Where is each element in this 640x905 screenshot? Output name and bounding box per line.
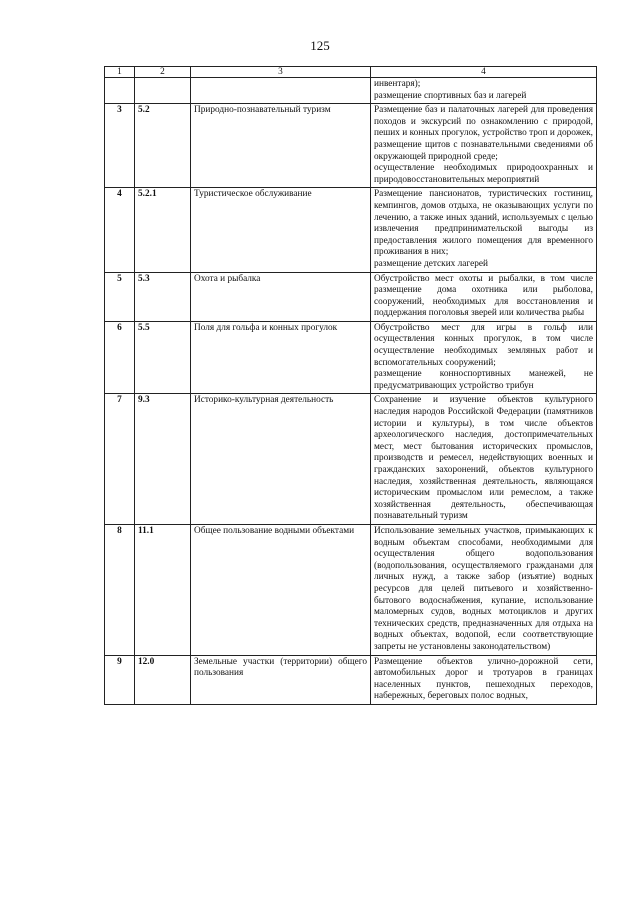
- row-code: 5.2.1: [135, 188, 191, 272]
- row-number: 6: [105, 321, 135, 394]
- row-number: 3: [105, 104, 135, 188]
- row-name: Историко-культурная деятельность: [191, 394, 371, 525]
- row-description: [371, 188, 597, 272]
- row-description: [371, 78, 597, 104]
- row-name: Охота и рыбалка: [191, 272, 371, 321]
- row-name: Общее пользование водными объектами: [191, 524, 371, 655]
- description-line: инвентаря);: [374, 79, 421, 89]
- table-row: [105, 524, 597, 655]
- row-name: [191, 78, 371, 104]
- description-line: Обустройство мест для игры в гольф или осуществления конных прогулок, в том числе осуществление необходимых земляных работ и вспомогательных сооружений;: [374, 322, 593, 368]
- table-row: [105, 655, 597, 704]
- header-col-3: 3: [191, 67, 371, 78]
- row-description: [371, 655, 597, 704]
- row-description: [371, 524, 597, 655]
- table-row: [105, 78, 597, 104]
- description-line: размещение детских лагерей: [374, 258, 488, 269]
- header-col-2: 2: [135, 67, 191, 78]
- row-number: 8: [105, 524, 135, 655]
- row-code: [135, 78, 191, 104]
- row-number: 7: [105, 394, 135, 525]
- description-line: Размещение баз и палаточных лагерей для проведения походов и экскурсий по ознакомлению с природой, пеших и конных прогулок, устройство троп и дорожек, размещение щитов с познавательными сведениями об окружающей природной среде;: [374, 105, 593, 162]
- header-col-1: 1: [105, 67, 135, 78]
- description-line: Сохранение и изучение объектов культурного наследия народов Российской Федерации (памятников истории и культуры), в том числе объектов археологического наследия, достопримечательных мест, мест бытования исторических промыслов, производств и ремесел, недействующих военных и гражданских захоронений, объектов культурного наследия, хозяйственная деятельность, являющаяся историческим промыслом или ремеслом, а также хозяйственная деятельность, обеспечивающая познавательный туризм: [374, 395, 593, 522]
- row-number: 4: [105, 188, 135, 272]
- description-line: размещение конноспортивных манежей, не предусматривающих устройство трибун: [374, 369, 593, 391]
- description-line: Использование земельных участков, примыкающих к водным объектам способами, необходимыми для осуществления общего водопользования (водопользования, осуществляемого гражданами для личных нужд, а также забор (изъятие) водных ресурсов для целей питьевого и хозяйственно-бытового водоснабжения, купание, использование маломерных судов, водных мотоциклов и других технических средств, предназначенных для отдыха на водных объектах, водопой, если соответствующие запреты не установлены законодательством): [374, 525, 593, 652]
- header-col-4: 4: [371, 67, 597, 78]
- description-line: Размещение пансионатов, туристических гостиниц, кемпингов, домов отдыха, не оказывающих услуги по лечению, а также иных зданий, используемых с целью извлечения предпринимательской выгоды из предоставления жилого помещения для временного проживания в них;: [374, 189, 593, 258]
- table-row: [105, 188, 597, 272]
- description-line: Размещение объектов улично-дорожной сети, автомобильных дорог и тротуаров в границах населенных пунктов, пешеходных переходов, набережных, береговых полос водных,: [374, 656, 593, 702]
- row-code: 5.5: [135, 321, 191, 394]
- row-name: Туристическое обслуживание: [191, 188, 371, 272]
- row-number: 9: [105, 655, 135, 704]
- page-number: 125: [310, 38, 330, 53]
- row-name: Природно-познавательный туризм: [191, 104, 371, 188]
- row-description: [371, 104, 597, 188]
- row-code: 11.1: [135, 524, 191, 655]
- row-description: [371, 321, 597, 394]
- row-code: 5.3: [135, 272, 191, 321]
- table-row: [105, 104, 597, 188]
- table-row: [105, 394, 597, 525]
- row-description: [371, 394, 597, 525]
- row-number: 5: [105, 272, 135, 321]
- description-line: осуществление необходимых природоохранных и природовосстановительных мероприятий: [374, 163, 593, 185]
- description-line: размещение спортивных баз и лагерей: [374, 90, 527, 101]
- row-name: Поля для гольфа и конных прогулок: [191, 321, 371, 394]
- table-row: [105, 272, 597, 321]
- table-row: [105, 321, 597, 394]
- row-code: 12.0: [135, 655, 191, 704]
- row-name: Земельные участки (территории) общего пользования: [191, 655, 371, 704]
- row-code: 9.3: [135, 394, 191, 525]
- row-number: [105, 78, 135, 104]
- land-use-table: [104, 66, 597, 705]
- table-header-row: [105, 67, 597, 78]
- row-description: [371, 272, 597, 321]
- description-line: Обустройство мест охоты и рыбалки, в том числе размещение дома охотника или рыболова, сооружений, необходимых для восстановления и поддержания поголовья зверей или количества рыбы: [374, 273, 593, 319]
- row-code: 5.2: [135, 104, 191, 188]
